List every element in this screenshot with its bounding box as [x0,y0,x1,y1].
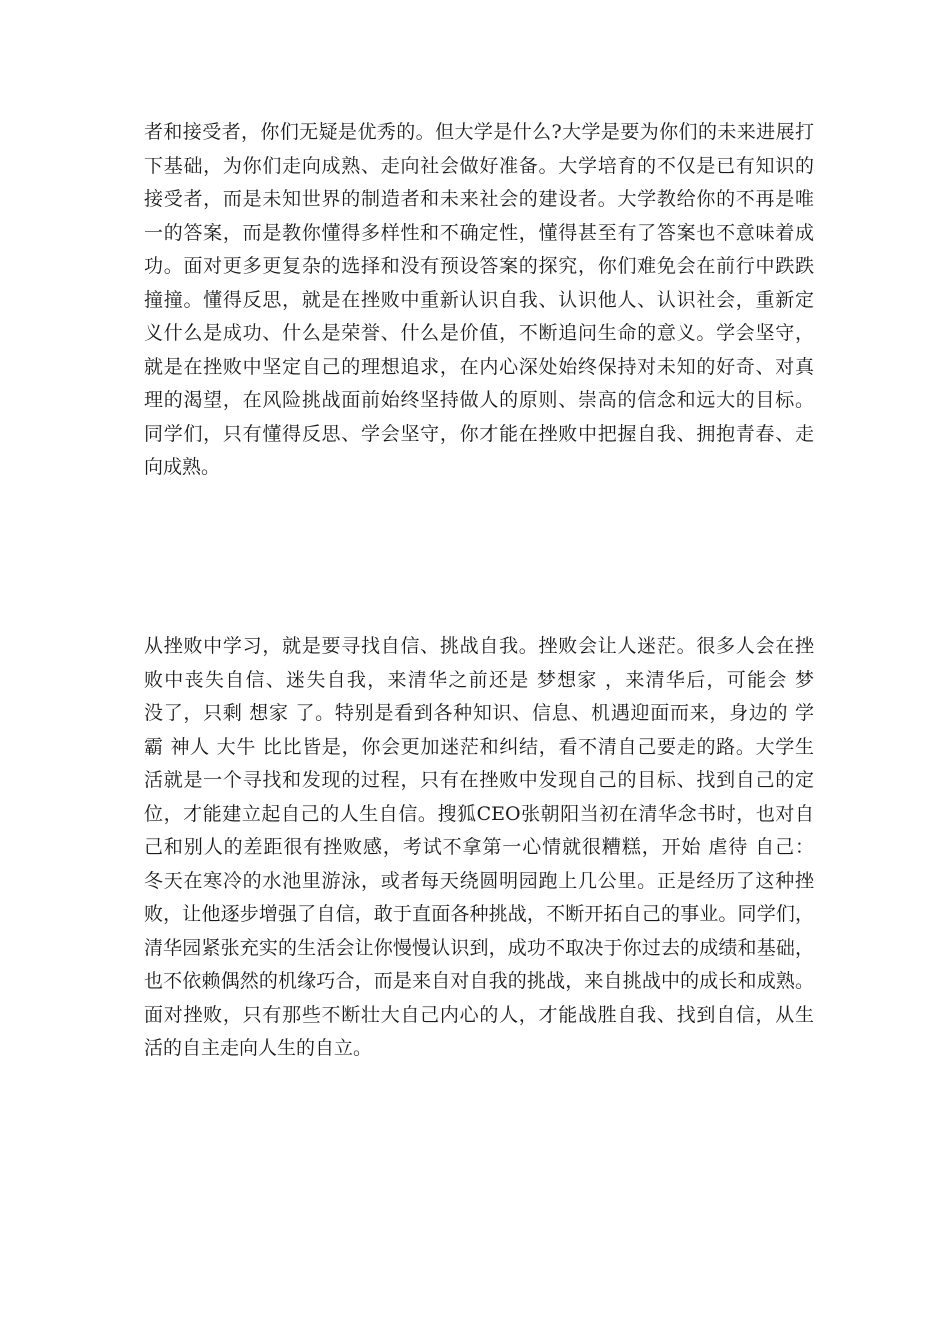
text-line: 位，才能建立起自己的人生自信。搜狐CEO张朝阳当初在清华念书时，也对自 [144,802,814,825]
text-line: 面对挫败，只有那些不断壮大自己内心的人，才能战胜自我、找到自信，从生 [144,1003,814,1026]
text-line: 者和接受者，你们无疑是优秀的。但大学是什么?大学是要为你们的未来进展打 [144,121,814,143]
text-line: 清华园紧张充实的生活会让你慢慢认识到，成功不取决于你过去的成绩和基础， [144,936,814,959]
text-line: 同学们，只有懂得反思、学会坚守，你才能在挫败中把握自我、拥抱青春、走 [144,422,814,445]
text-line: 下基础，为你们走向成熟、走向社会做好准备。大学培育的不仅是已有知识的 [144,154,814,177]
text-line: 功。面对更多更复杂的选择和没有预设答案的探究，你们难免会在前行中跌跌 [144,255,814,277]
text-line: 没了，只剩 想家 了。特别是看到各种知识、信息、机遇迎面而来，身边的 学 [144,702,814,724]
text-line: 接受者，而是未知世界的制造者和未来社会的建设者。大学教给你的不再是唯 [144,188,814,210]
text-line: 活就是一个寻找和发现的过程，只有在挫败中发现自己的目标、找到自己的定 [144,769,814,791]
text-line: 撞撞。懂得反思，就是在挫败中重新认识自我、认识他人、认识社会，重新定 [144,288,814,311]
text-line: 己和别人的差距很有挫败感，考试不拿第一心情就很糟糕，开始 虐待 自己： [144,836,814,858]
paragraph-confidence [144,630,814,1066]
text-line: 霸 神人 大牛 比比皆是，你会更加迷茫和纠结，看不清自己要走的路。大学生 [144,735,814,758]
text-line: 活的自主走向人生的自立。 [144,1037,373,1059]
text-line: 也不依赖偶然的机缘巧合，而是来自对自我的挑战，来自挑战中的成长和成熟。 [144,970,814,992]
text-line: 就是在挫败中坚定自己的理想追求，在内心深处始终保持对未知的好奇、对真 [144,355,814,378]
paragraph-reflection [144,116,814,485]
text-line: 义什么是成功、什么是荣誉、什么是价值，不断追问生命的意义。学会坚守， [144,322,814,344]
text-line: 一的答案，而是教你懂得多样性和不确定性，懂得甚至有了答案也不意味着成 [144,221,814,244]
text-line: 败中丧失自信、迷失自我，来清华之前还是 梦想家 ，来清华后，可能会 梦 [144,668,814,691]
text-line: 冬天在寒冷的水池里游泳，或者每天绕圆明园跑上几公里。正是经历了这种挫 [144,869,814,892]
text-line: 理的渴望，在风险挑战面前始终坚持做人的原则、崇高的信念和远大的目标。 [144,389,814,411]
text-line: 向成熟。 [144,456,221,478]
text-line: 从挫败中学习，就是要寻找自信、挑战自我。挫败会让人迷茫。很多人会在挫 [144,635,814,657]
text-line: 败，让他逐步增强了自信，敢于直面各种挑战，不断开拓自己的事业。同学们， [144,903,814,925]
